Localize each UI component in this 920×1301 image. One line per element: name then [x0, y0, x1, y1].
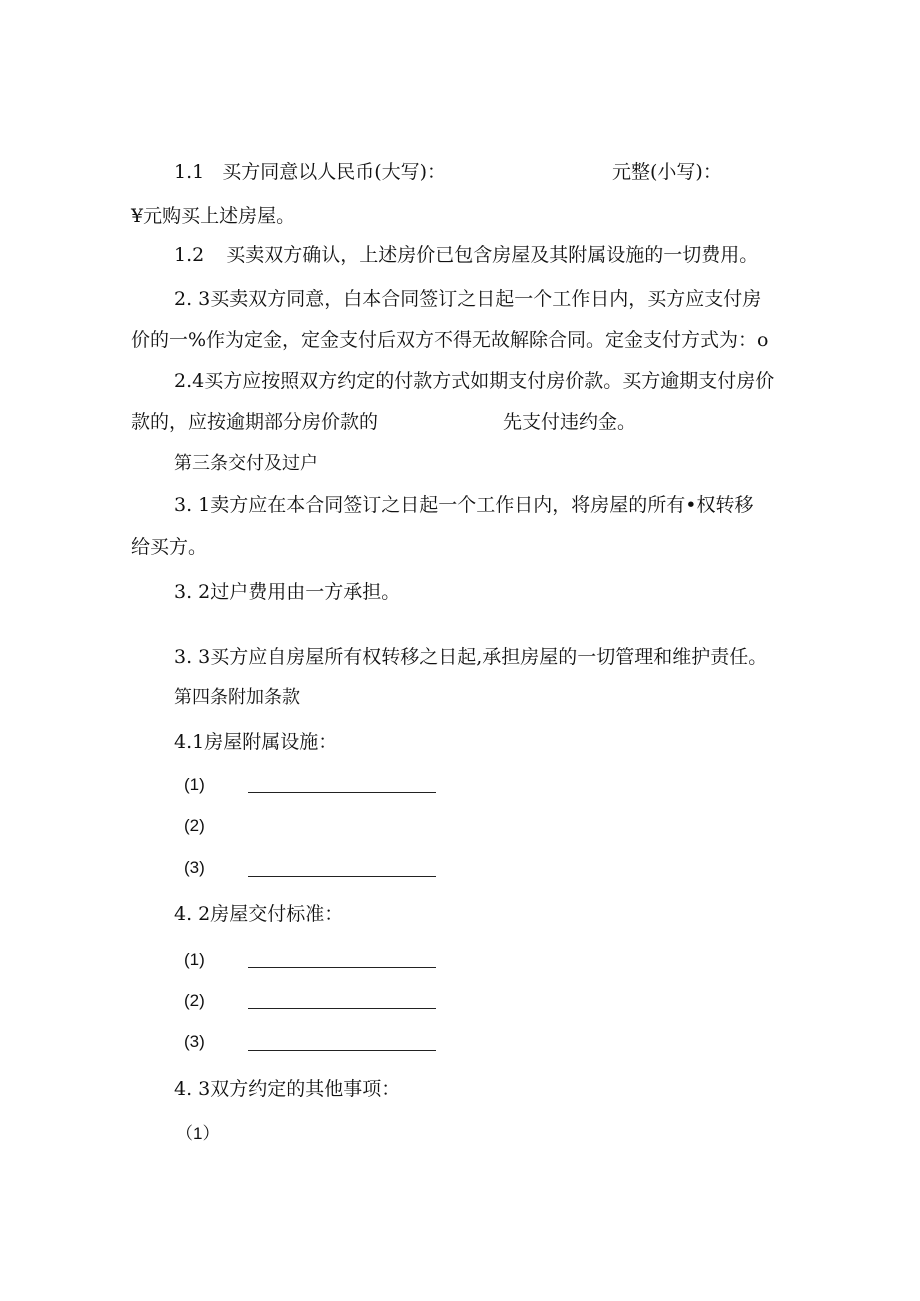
clause-1-1-line2: ¥元购买上述房屋。 — [131, 205, 296, 227]
clause-4-2-title: 4. 2房屋交付标准： — [174, 903, 344, 925]
section-3-heading: 第三条交付及过户 — [174, 453, 318, 474]
clause-3-3: 3. 3买方应自房屋所有权转移之日起,承担房屋的一切管理和维护责任。 — [174, 646, 768, 668]
clause-4-2-item-2-label: (2) — [184, 991, 205, 1010]
clause-4-2-item-2-blank — [248, 1008, 436, 1009]
clause-1-1-number: 1.1 — [174, 161, 205, 183]
clause-3-1-line2: 给买方。 — [131, 536, 208, 558]
clause-4-1-item-1-label: (1) — [184, 775, 205, 794]
clause-1-2-text: 买卖双方确认，上述房价已包含房屋及其附属设施的一切费用。 — [226, 244, 759, 266]
clause-4-1-item-2-label: (2) — [184, 816, 205, 835]
clause-1-2-number: 1.2 — [174, 244, 205, 266]
clause-4-2-item-3-blank — [248, 1050, 436, 1051]
clause-1-1-text-a: 买方同意以人民币(大写)： — [222, 161, 447, 183]
clause-4-3-item-1-label: （1） — [176, 1124, 220, 1143]
clause-2-4-line2-a: 款的，应按逾期部分房价款的 — [131, 411, 379, 433]
clause-4-2-item-1-blank — [248, 967, 436, 968]
clause-2-3-line1: 2. 3买卖双方同意，白本合同签订之日起一个工作日内，买方应支付房 — [174, 288, 762, 310]
clause-1-1-line1 — [174, 160, 446, 184]
clause-4-2-item-1-label: (1) — [184, 950, 205, 969]
clause-1-1-text-b: 元整(小写)： — [612, 161, 722, 183]
clause-4-1-item-1-blank — [248, 792, 436, 793]
clause-2-3-line2: 价的一%作为定金，定金支付后双方不得无故解除合同。定金支付方式为：o — [131, 329, 769, 351]
clause-3-1-line1: 3. 1卖方应在本合同签订之日起一个工作日内，将房屋的所有•权转移 — [174, 494, 754, 516]
clause-4-2-item-3-label: (3) — [184, 1032, 205, 1051]
clause-2-4-line1: 2.4买方应按照双方约定的付款方式如期支付房价款。买方逾期支付房价 — [174, 370, 775, 392]
clause-4-1-item-3-label: (3) — [184, 858, 205, 877]
clause-4-1-title: 4.1房屋附属设施： — [174, 731, 338, 753]
clause-4-1-item-3-blank — [248, 876, 436, 877]
clause-1-2 — [174, 243, 758, 267]
clause-2-4-line2-b: 先支付违约金。 — [503, 411, 637, 433]
section-4-heading: 第四条附加条款 — [174, 687, 300, 708]
clause-4-3-title: 4. 3双方约定的其他事项： — [174, 1078, 401, 1100]
clause-3-2: 3. 2过户费用由一方承担。 — [174, 581, 401, 603]
